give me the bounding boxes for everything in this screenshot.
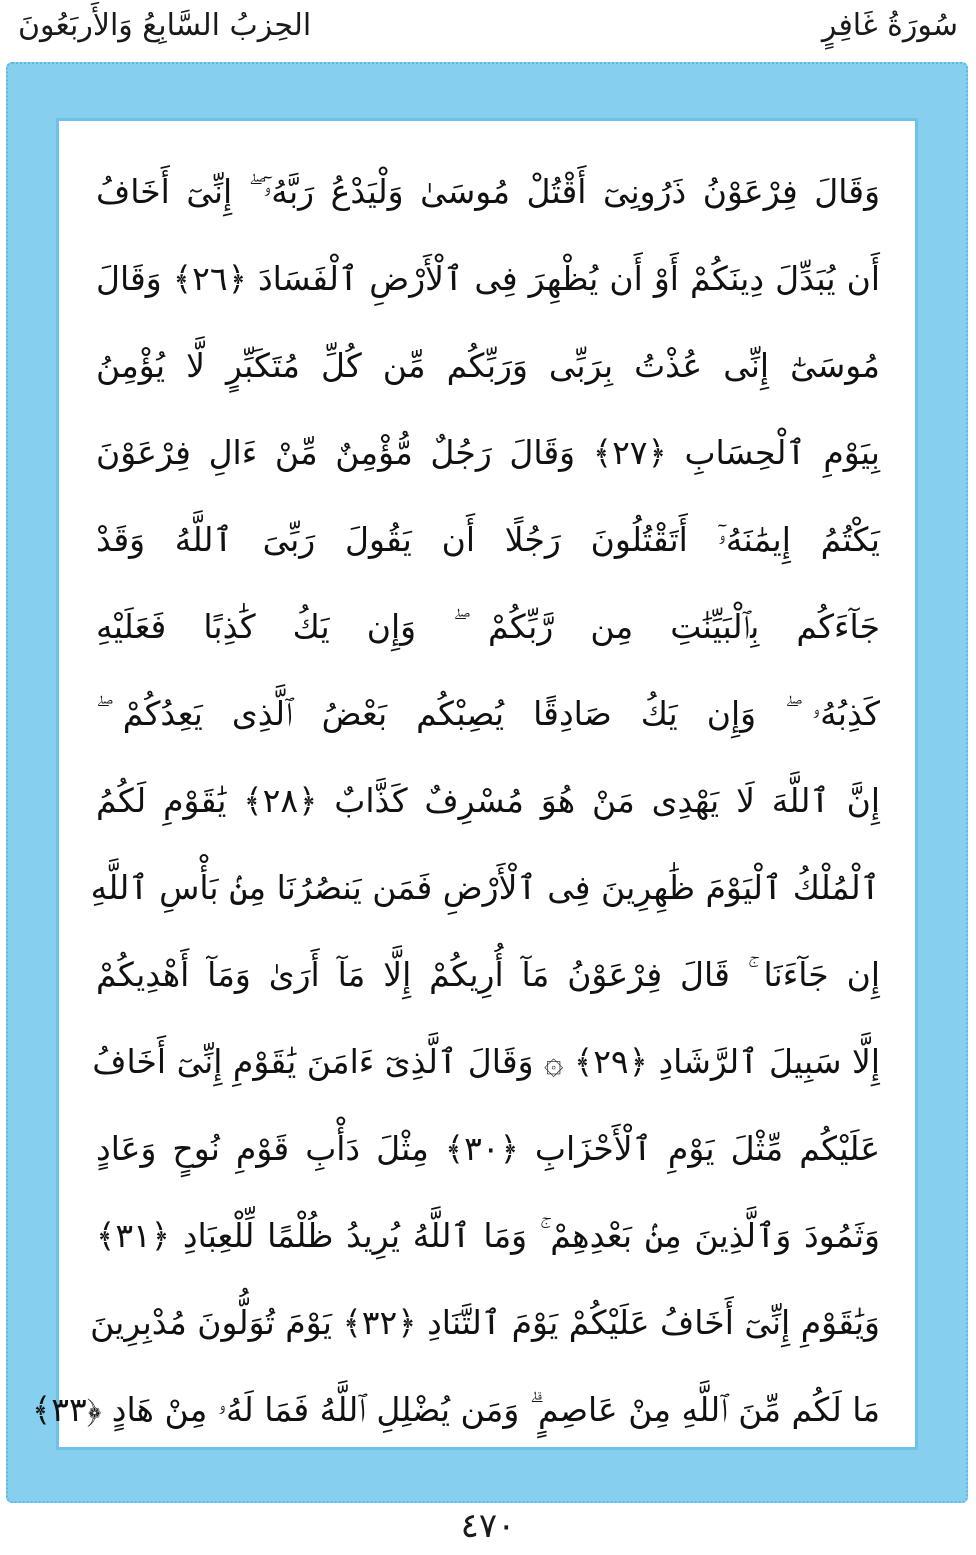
text-line-14: وَيَٰقَوْمِ إِنِّىٓ أَخَافُ عَلَيْكُمْ يَوْمَ ٱلتَّنَادِ ﴿٣٢﴾ يَوْمَ تُوَلُّونَ مُدْبِرِينَ — [90, 1303, 880, 1342]
text-line-5: يَكْتُمُ إِيمَٰنَهُۥٓ أَتَقْتُلُونَ رَجُلًا أَن يَقُولَ رَبِّىَ ٱللَّهُ وَقَدْ — [96, 520, 880, 559]
text-line-10: إِن جَآءَنَا ۚ قَالَ فِرْعَوْنُ مَآ أُرِيكُمْ إِلَّا مَآ أَرَىٰ وَمَآ أَهْدِيكُمْ — [96, 955, 880, 994]
text-line-7: كَذِبُهُۥ ۖ وَإِن يَكُ صَادِقًا يُصِبْكُم بَعْضُ ٱلَّذِى يَعِدُكُمْ ۖ — [96, 694, 880, 733]
text-line-9: ٱلْمُلْكُ ٱلْيَوْمَ ظَٰهِرِينَ فِى ٱلْأَرْضِ فَمَن يَنصُرُنَا مِنۢ بَأْسِ ٱللَّهِ — [90, 868, 880, 907]
quran-text — [31, 148, 881, 1453]
hizb-label: الحِزبُ السَّابِعُ وَالأَربَعُونَ — [18, 8, 312, 43]
page-header — [0, 0, 976, 62]
text-line-12: عَلَيْكُم مِّثْلَ يَوْمِ ٱلْأَحْزَابِ ﴿٣٠﴾ مِثْلَ دَأْبِ قَوْمِ نُوحٍ وَعَادٍ — [96, 1129, 881, 1168]
text-line-3: مُوسَىٰٓ إِنِّى عُذْتُ بِرَبِّى وَرَبِّكُم مِّن كُلِّ مُتَكَبِّرٍ لَّا يُؤْمِنُ — [96, 346, 880, 385]
page-number: ٤٧٠ — [460, 1506, 516, 1546]
text-line-6: جَآءَكُم بِٱلْبَيِّنَٰتِ مِن رَّبِّكُمْ ۖ وَإِن يَكُ كَٰذِبًا فَعَلَيْهِ — [96, 607, 880, 646]
text-line-4: بِيَوْمِ ٱلْحِسَابِ ﴿٢٧﴾ وَقَالَ رَجُلٌ مُّؤْمِنٌ مِّنْ ءَالِ فِرْعَوْنَ — [96, 433, 880, 472]
text-line-8: إِنَّ ٱللَّهَ لَا يَهْدِى مَنْ هُوَ مُسْرِفٌ كَذَّابٌ ﴿٢٨﴾ يَٰقَوْمِ لَكُمُ — [96, 781, 880, 820]
text-line-2: أَن يُبَدِّلَ دِينَكُمْ أَوْ أَن يُظْهِرَ فِى ٱلْأَرْضِ ٱلْفَسَادَ ﴿٢٦﴾ وَقَالَ — [96, 259, 880, 298]
text-line-1: وَقَالَ فِرْعَوْنُ ذَرُونِىٓ أَقْتُلْ مُوسَىٰ وَلْيَدْعُ رَبَّهُۥٓ ۖ إِنِّىٓ أَخَافُ — [96, 172, 880, 211]
text-line-11: إِلَّا سَبِيلَ ٱلرَّشَادِ ﴿٢٩﴾ ۞ وَقَالَ ٱلَّذِىٓ ءَامَنَ يَٰقَوْمِ إِنِّىٓ أَخَافُ — [92, 1042, 880, 1081]
text-line-13: وَثَمُودَ وَٱلَّذِينَ مِنۢ بَعْدِهِمْ ۚ وَمَا ٱللَّهُ يُرِيدُ ظُلْمًا لِّلْعِبَادِ ﴿٣١﴾ — [96, 1216, 880, 1255]
surah-name: سُورَةُ غَافِرٍ — [821, 8, 958, 43]
text-line-15: مَا لَكُم مِّنَ ٱللَّهِ مِنْ عَاصِمٍ ۗ وَمَن يُضْلِلِ ٱللَّهُ فَمَا لَهُۥ مِنْ هَادٍ ﴿٣٣﴾ — [31, 1390, 880, 1429]
